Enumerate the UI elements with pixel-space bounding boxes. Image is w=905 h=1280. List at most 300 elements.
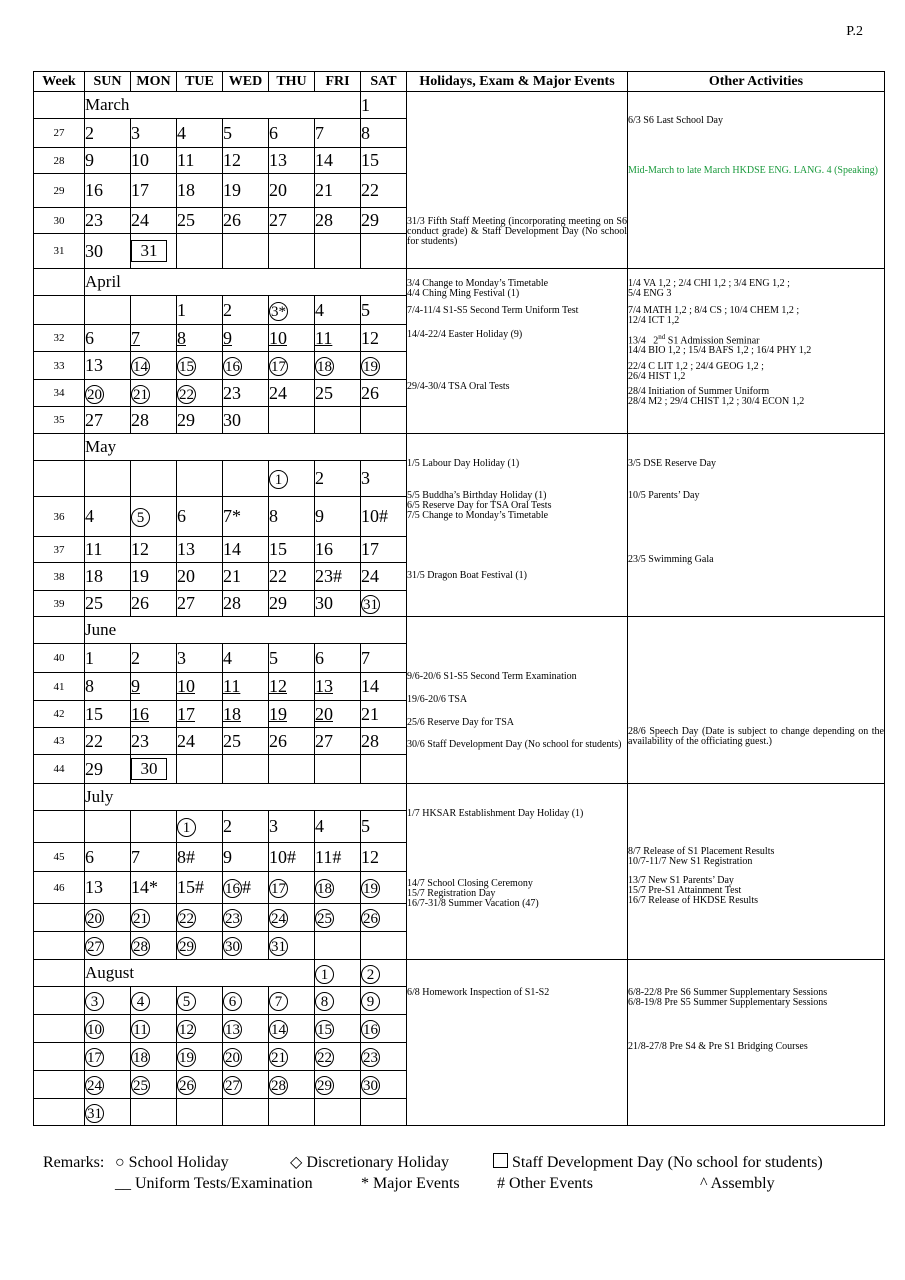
day-cell	[223, 352, 269, 380]
day-cell	[223, 932, 269, 960]
week-number: 32	[34, 325, 85, 352]
week-number: 43	[34, 728, 85, 755]
day-cell	[315, 644, 361, 673]
day-number: 14	[361, 676, 379, 696]
day-cell	[269, 932, 315, 960]
day-cell	[361, 1043, 407, 1071]
day-number: 3	[85, 992, 104, 1011]
day-cell	[269, 872, 315, 904]
event-text: 7/5 Change to Monday’s Timetable	[407, 510, 549, 521]
other-activities-cell-april	[628, 269, 885, 434]
day-number: 26	[361, 382, 379, 403]
day-cell	[315, 932, 361, 960]
day-number: 24	[269, 382, 287, 403]
day-cell	[131, 591, 177, 617]
month-row	[34, 960, 885, 987]
month-label: August	[85, 960, 315, 987]
week-number: 44	[34, 755, 85, 784]
day-cell	[315, 673, 361, 701]
other-events-legend: # Other Events	[497, 1175, 593, 1192]
event-text: 1/5 Labour Day Holiday (1)	[407, 458, 520, 469]
day-cell	[131, 673, 177, 701]
day-cell	[269, 1043, 315, 1071]
week-cell	[34, 960, 85, 987]
day-number: 15	[85, 703, 103, 724]
day-cell	[315, 987, 361, 1015]
day-number: 21	[315, 180, 333, 200]
day-cell	[361, 932, 407, 960]
day-cell	[361, 352, 407, 380]
week-number	[34, 1071, 85, 1099]
day-number: 18	[317, 881, 332, 897]
day-cell	[361, 92, 407, 119]
column-header: THU	[269, 72, 315, 92]
day-cell	[131, 407, 177, 434]
day-cell	[361, 591, 407, 617]
day-cell	[223, 811, 269, 843]
event-text: 28/4 M2 ; 29/4 CHIST 1,2 ; 30/4 ECON 1,2	[628, 396, 805, 408]
day-cell	[85, 701, 131, 728]
week-cell	[34, 784, 85, 811]
day-number: 9	[223, 327, 232, 348]
day-number: 13	[269, 150, 287, 170]
event-text: 14/4-22/4 Easter Holiday (9)	[407, 329, 523, 340]
day-number: 18	[177, 180, 195, 200]
day-cell	[315, 352, 361, 380]
day-cell	[269, 843, 315, 872]
day-number: 17	[271, 359, 286, 375]
day-cell	[269, 234, 315, 269]
school-holiday-legend: ○ School Holiday	[115, 1154, 229, 1171]
day-cell	[177, 352, 223, 380]
day-cell	[131, 811, 177, 843]
day-number: 30	[223, 409, 241, 430]
day-cell	[223, 325, 269, 352]
day-cell	[269, 174, 315, 208]
day-number: 30	[363, 1078, 378, 1094]
day-cell	[85, 1043, 131, 1071]
week-number	[34, 296, 85, 325]
event-text: 16/7 Release of HKDSE Results	[628, 895, 758, 906]
day-number: 22	[269, 566, 287, 586]
day-number: 20	[177, 566, 195, 586]
day-cell	[85, 987, 131, 1015]
day-cell	[223, 119, 269, 148]
event-text	[628, 332, 884, 346]
day-number: 19	[363, 881, 378, 897]
day-number: 16	[225, 359, 240, 375]
day-number: 22	[361, 180, 379, 200]
day-number: 27	[225, 1078, 240, 1094]
day-cell	[223, 1071, 269, 1099]
day-number: 10#	[361, 506, 388, 526]
day-cell	[269, 904, 315, 932]
day-number: 5	[361, 816, 370, 836]
day-cell	[223, 987, 269, 1015]
day-cell	[223, 208, 269, 234]
event-text: 7/4 MATH 1,2 ; 8/4 CS ; 10/4 CHEM 1,2 ;	[628, 305, 800, 316]
column-header: MON	[131, 72, 177, 92]
day-number: 22	[179, 386, 194, 403]
day-number: 29	[361, 210, 379, 230]
day-cell	[223, 1043, 269, 1071]
day-number: 11	[223, 676, 241, 696]
day-cell	[85, 148, 131, 174]
day-cell	[361, 673, 407, 701]
event-text: 6/8 Homework Inspection of S1-S2	[407, 987, 550, 998]
day-number: 2	[361, 965, 380, 984]
week-number: 45	[34, 843, 85, 872]
day-cell	[361, 497, 407, 537]
day-cell	[269, 673, 315, 701]
day-cell	[269, 591, 315, 617]
day-number: 4	[223, 647, 232, 668]
day-cell	[269, 1015, 315, 1043]
event-text: 28/4 Initiation of Summer Uniform	[628, 386, 770, 398]
day-cell	[269, 407, 315, 434]
day-number: 28	[133, 939, 148, 955]
day-cell	[223, 673, 269, 701]
day-number: 20	[315, 703, 333, 724]
day-cell	[361, 407, 407, 434]
day-cell	[315, 563, 361, 591]
day-cell	[361, 755, 407, 784]
day-number: 29	[85, 758, 103, 779]
event-text: 23/5 Swimming Gala	[628, 554, 714, 565]
week-number: 27	[34, 119, 85, 148]
day-number: 8	[315, 992, 334, 1011]
day-cell	[223, 537, 269, 563]
day-cell	[315, 960, 361, 987]
major-events-legend: * Major Events	[361, 1175, 460, 1192]
day-cell	[85, 1071, 131, 1099]
event-text: 14/4 BIO 1,2 ; 15/4 BAFS 1,2 ; 16/4 PHY 1,2	[628, 345, 812, 357]
week-number: 34	[34, 380, 85, 407]
day-number: 6	[85, 846, 94, 867]
day-cell	[131, 174, 177, 208]
event-text: 10/5 Parents’ Day	[628, 490, 700, 501]
month-row	[34, 617, 885, 644]
day-number: 31	[363, 597, 378, 613]
day-cell	[315, 591, 361, 617]
day-number: 14	[315, 150, 333, 170]
day-cell	[177, 904, 223, 932]
day-cell	[177, 872, 223, 904]
day-number: 8	[177, 327, 186, 348]
day-number: 25	[223, 730, 241, 751]
event-text: 5/4 ENG 3	[628, 288, 672, 299]
week-number: 30	[34, 208, 85, 234]
events-cell-march	[407, 92, 628, 269]
day-cell	[223, 728, 269, 755]
day-cell	[361, 325, 407, 352]
day-cell	[131, 872, 177, 904]
day-cell	[177, 932, 223, 960]
event-text-part: 2	[653, 335, 659, 347]
day-number: 13	[85, 877, 103, 897]
day-number: 14	[271, 1022, 286, 1038]
day-cell	[85, 119, 131, 148]
day-number: 4	[315, 816, 324, 836]
day-number: 22	[317, 1050, 332, 1066]
day-cell	[269, 563, 315, 591]
day-cell	[177, 701, 223, 728]
event-text: 5/5 Buddha’s Birthday Holiday (1)	[407, 490, 547, 501]
day-number: 8	[85, 676, 94, 696]
day-number: 5	[223, 122, 232, 143]
day-number: 24	[361, 566, 379, 586]
day-number: 28	[271, 1078, 286, 1094]
day-number: 15	[317, 1022, 332, 1038]
day-cell	[85, 728, 131, 755]
event-text: 4/4 Ching Ming Festival (1)	[407, 288, 520, 299]
day-cell	[177, 296, 223, 325]
week-number	[34, 904, 85, 932]
day-cell	[269, 380, 315, 407]
day-number: 23	[85, 210, 103, 230]
day-number: 4	[315, 299, 324, 320]
day-cell	[177, 563, 223, 591]
day-number: 24	[87, 1078, 102, 1094]
month-row	[34, 784, 885, 811]
month-label: May	[85, 434, 407, 461]
day-number: 19	[131, 566, 149, 586]
day-number: 2	[223, 299, 232, 320]
day-cell	[177, 1015, 223, 1043]
day-cell	[85, 673, 131, 701]
day-number: 15	[361, 150, 379, 170]
day-cell	[131, 461, 177, 497]
day-number: 11	[177, 150, 195, 170]
day-number: 8	[361, 122, 370, 143]
day-number: 11	[131, 1020, 150, 1039]
day-number: 16	[363, 1022, 378, 1038]
day-cell	[269, 701, 315, 728]
month-row	[34, 269, 885, 296]
day-cell	[177, 644, 223, 673]
day-number: 5	[269, 647, 278, 668]
day-cell	[315, 904, 361, 932]
day-cell	[223, 755, 269, 784]
day-cell	[269, 755, 315, 784]
week-cell	[34, 434, 85, 461]
day-cell	[85, 591, 131, 617]
month-row	[34, 434, 885, 461]
day-number: 10	[177, 676, 195, 696]
day-number: 23	[225, 911, 240, 927]
day-cell	[223, 461, 269, 497]
day-cell	[177, 811, 223, 843]
event-text: 19/6-20/6 TSA	[407, 694, 468, 705]
day-cell	[177, 461, 223, 497]
day-number: 23#	[315, 566, 342, 586]
day-cell	[177, 537, 223, 563]
day-cell	[269, 537, 315, 563]
day-number: 13	[225, 1022, 240, 1038]
day-cell	[223, 174, 269, 208]
day-number: 26	[363, 911, 378, 927]
event-text: 12/4 ICT 1,2	[628, 315, 680, 326]
day-number: 3*	[271, 303, 286, 320]
day-number: 25	[317, 911, 332, 927]
event-text: 6/8-19/8 Pre S5 Summer Supplementary Sessions	[628, 997, 828, 1008]
day-number: 23	[131, 730, 149, 751]
day-cell	[85, 563, 131, 591]
day-cell	[315, 234, 361, 269]
assembly-legend: ^ Assembly	[700, 1175, 775, 1192]
event-text: 14/7 School Closing Ceremony	[407, 878, 533, 889]
day-number: 27	[87, 939, 102, 955]
day-cell	[177, 843, 223, 872]
day-number: 16	[131, 703, 149, 724]
day-number: 24	[131, 210, 149, 230]
day-cell	[131, 296, 177, 325]
day-cell	[269, 811, 315, 843]
day-number: 21	[223, 566, 241, 586]
day-number: 12	[223, 150, 241, 170]
day-cell	[361, 728, 407, 755]
day-number: 3	[177, 647, 186, 668]
day-number: 31	[87, 1105, 102, 1122]
day-number: 1	[177, 818, 196, 837]
event-text: 29/4-30/4 TSA Oral Tests	[407, 381, 510, 392]
day-cell	[361, 987, 407, 1015]
day-cell	[85, 904, 131, 932]
day-cell	[85, 380, 131, 407]
day-cell	[131, 380, 177, 407]
day-cell	[361, 461, 407, 497]
event-text: Mid-March to late March HKDSE ENG. LANG. 4 (Speaking)	[628, 165, 878, 176]
day-cell	[315, 174, 361, 208]
week-number: 28	[34, 148, 85, 174]
week-number: 33	[34, 352, 85, 380]
day-cell	[131, 701, 177, 728]
other-activities-cell-june	[628, 617, 885, 784]
day-cell	[223, 904, 269, 932]
day-cell	[85, 407, 131, 434]
day-number: 6	[177, 506, 186, 526]
day-cell	[131, 728, 177, 755]
day-cell	[361, 148, 407, 174]
event-text: 25/6 Reserve Day for TSA	[407, 717, 515, 728]
event-text: 9/6-20/6 S1-S5 Second Term Examination	[407, 671, 577, 682]
event-text-part: S1 Admission Seminar	[665, 335, 760, 347]
day-number: 31	[131, 240, 167, 262]
day-cell	[131, 208, 177, 234]
day-number: 18	[317, 359, 332, 375]
day-cell	[177, 234, 223, 269]
column-header: Holidays, Exam & Major Events	[407, 72, 628, 92]
day-cell	[223, 407, 269, 434]
week-number	[34, 932, 85, 960]
events-cell-june	[407, 617, 628, 784]
day-cell	[131, 497, 177, 537]
day-number: 22	[179, 911, 194, 927]
day-cell	[223, 497, 269, 537]
day-number: 1	[85, 647, 94, 668]
day-number: 9	[131, 676, 140, 696]
day-number: 25	[85, 593, 103, 613]
day-number: 21	[271, 1050, 286, 1066]
day-cell	[269, 325, 315, 352]
day-cell	[361, 904, 407, 932]
day-cell	[131, 234, 177, 269]
day-cell	[315, 380, 361, 407]
day-number: 9	[361, 992, 380, 1011]
day-number: 15#	[177, 877, 204, 897]
day-cell	[131, 352, 177, 380]
day-cell	[131, 325, 177, 352]
day-cell	[85, 174, 131, 208]
day-cell	[269, 987, 315, 1015]
day-number: 21	[133, 911, 148, 927]
day-cell	[85, 932, 131, 960]
week-number: 40	[34, 644, 85, 673]
day-number: 9	[85, 150, 94, 170]
day-number: 11	[85, 539, 103, 559]
day-number: 17	[177, 703, 195, 724]
event-text: 10/7-11/7 New S1 Registration	[628, 856, 753, 867]
day-cell	[361, 843, 407, 872]
day-cell	[223, 148, 269, 174]
week-number: 42	[34, 701, 85, 728]
day-number: 8	[269, 506, 278, 526]
day-number: 4	[85, 506, 94, 526]
day-cell	[177, 1043, 223, 1071]
day-number: 30	[131, 758, 167, 780]
day-cell	[361, 174, 407, 208]
week-number: 29	[34, 174, 85, 208]
day-cell	[131, 843, 177, 872]
day-number: 27	[269, 210, 287, 230]
event-text: 3/5 DSE Reserve Day	[628, 458, 717, 469]
day-number: 19	[269, 703, 287, 724]
event-date: 13/4	[628, 335, 646, 347]
day-number: 17	[87, 1050, 102, 1066]
day-number: 16	[225, 881, 240, 897]
week-number	[34, 987, 85, 1015]
day-number: 1	[177, 299, 186, 320]
day-number: 6	[223, 992, 242, 1011]
day-number: 1	[361, 94, 370, 115]
day-suffix: #	[242, 877, 251, 897]
day-cell	[85, 234, 131, 269]
day-cell	[269, 1099, 315, 1126]
day-cell	[131, 119, 177, 148]
day-number: 7	[315, 122, 324, 143]
day-cell	[315, 1071, 361, 1099]
day-number: 6	[315, 647, 324, 668]
day-cell	[85, 352, 131, 380]
day-number: 12	[131, 539, 149, 559]
other-activities-cell-august	[628, 960, 885, 1126]
day-cell	[315, 1043, 361, 1071]
day-number: 20	[225, 1050, 240, 1066]
day-number: 20	[269, 180, 287, 200]
day-number: 21	[133, 386, 148, 403]
day-number: 25	[177, 210, 195, 230]
day-cell	[223, 563, 269, 591]
day-number: 24	[177, 730, 195, 751]
day-number: 23	[223, 382, 241, 403]
day-cell	[361, 208, 407, 234]
day-cell	[315, 208, 361, 234]
day-cell	[315, 872, 361, 904]
day-number: 8#	[177, 846, 195, 867]
month-label: July	[85, 784, 407, 811]
day-number: 19	[179, 1050, 194, 1066]
day-cell	[315, 497, 361, 537]
